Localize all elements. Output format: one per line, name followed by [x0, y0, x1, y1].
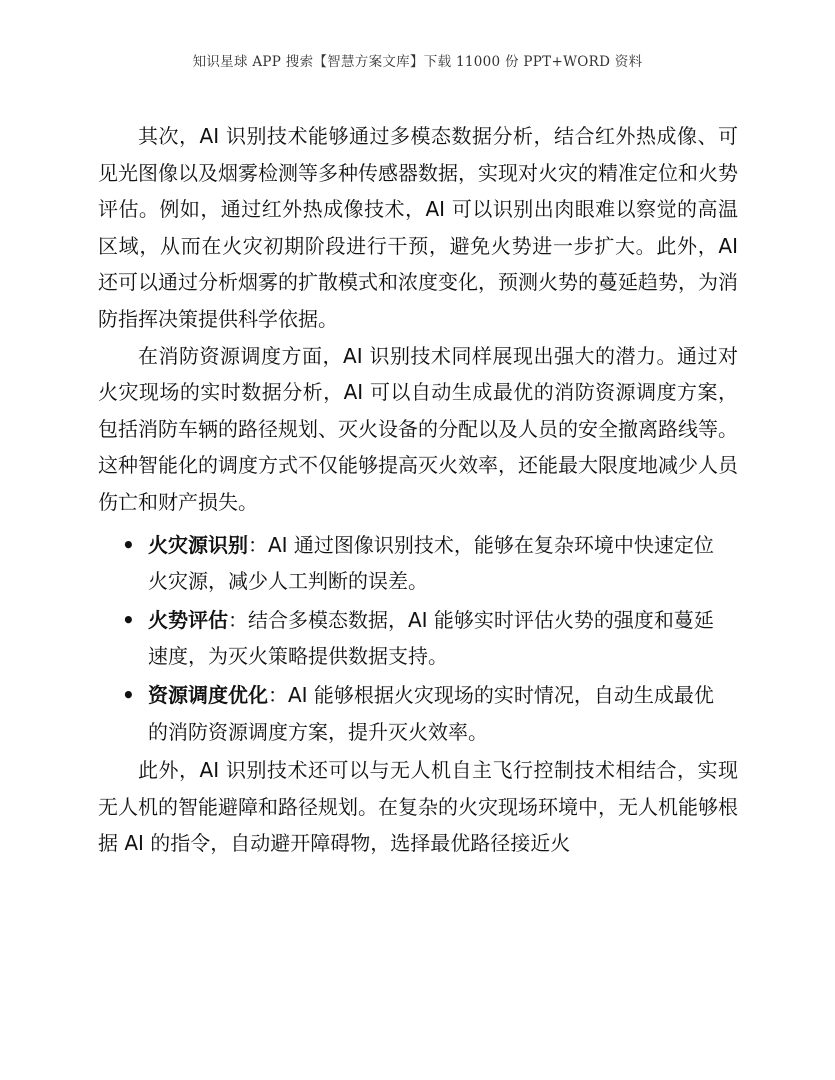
bullet-text: ：AI 通过图像识别技术，能够在复杂环境中快速定位火灾源，减少人工判断的误差。 — [148, 532, 714, 594]
paragraph-multimodal-analysis: 其次，AI 识别技术能够通过多模态数据分析，结合红外热成像、可见光图像以及烟雾检测等多种传感器数据，实现对火灾的精准定位和火势评估。例如，通过红外热成像技术，AI 可以识别出肉眼难以察觉的高温区域，从而在火灾初期阶段进行干预，避免火势进一步扩大。此外，AI 还可以通过分析烟雾的扩散模式和浓度变化，预测火势的蔓延趋势，为消防指挥决策提供科学依据。 — [98, 124, 738, 331]
bullet-item-fire-assessment — [98, 602, 738, 675]
paragraph-resource-dispatch: 在消防资源调度方面，AI 识别技术同样展现出强大的潜力。通过对火灾现场的实时数据分析，AI 可以自动生成最优的消防资源调度方案，包括消防车辆的路径规划、灭火设备的分配以及人员的安全撤离路线等。这种智能化的调度方式不仅能够提高灭火效率，还能最大限度地减少人员伤亡和财产损失。 — [98, 343, 738, 514]
bullet-term: 火灾源识别 — [148, 532, 248, 557]
page-header: 知识星球 APP 搜索【智慧方案文库】下载 11000 份 PPT+WORD 资料 — [192, 54, 643, 70]
bullet-list — [98, 527, 738, 751]
bullet-icon: • — [122, 607, 135, 632]
bullet-text: ：结合多模态数据，AI 能够实时评估火势的强度和蔓延速度，为灭火策略提供数据支持。 — [148, 607, 714, 669]
bullet-icon: • — [122, 682, 135, 707]
bullet-term: 资源调度优化 — [148, 682, 268, 707]
document-body — [98, 118, 738, 862]
bullet-item-fire-source — [98, 527, 738, 600]
bullet-icon: • — [122, 532, 135, 557]
bullet-item-resource-optimization — [98, 677, 738, 750]
paragraph-drone-integration: 此外，AI 识别技术还可以与无人机自主飞行控制技术相结合，实现无人机的智能避障和路径规划。在复杂的火灾现场环境中，无人机能够根据 AI 的指令，自动避开障碍物，选择最优路径接近火 — [98, 758, 738, 856]
bullet-text: ：AI 能够根据火灾现场的实时情况，自动生成最优的消防资源调度方案，提升灭火效率。 — [148, 682, 714, 744]
bullet-term: 火势评估 — [148, 607, 228, 632]
